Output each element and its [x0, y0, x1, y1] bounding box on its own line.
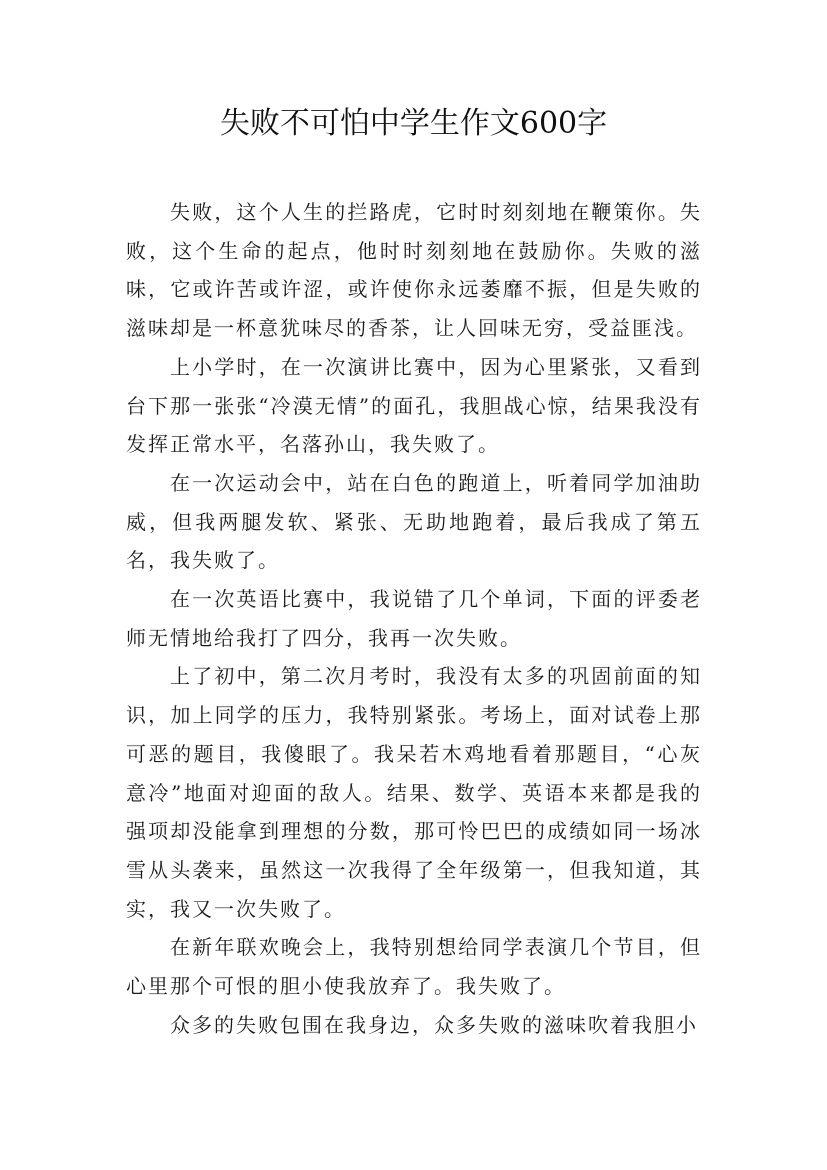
- paragraph-7: 众多的失败包围在我身边，众多失败的滋味吹着我胆小: [170, 1012, 698, 1037]
- paragraph-1: 失败，这个人生的拦路虎，它时时刻刻地在鞭策你。失败，这个生命的起点，他时时刻刻地在鼓励你。失败的滋味，它或许苦或许涩，或许使你永远萎靡不振，但是失败的滋味却是一杯意犹味尽的香茶，让人回味无穷，受益匪浅。: [126, 200, 702, 341]
- paragraph-5: 上了初中，第二次月考时，我没有太多的巩固前面的知识，加上同学的压力，我特别紧张。考场上，面对试卷上那可恶的题目，我傻眼了。我呆若木鸡地看着那题目，“心灰意冷”地面对迎面的敌人。结果、数学、英语本来都是我的强项却没能拿到理想的分数，那可怜巴巴的成绩如同一场冰雪从头袭来，虽然这一次我得了全年级第一，但我知道，其实，我又一次失败了。: [126, 664, 702, 921]
- paragraph-2: 上小学时，在一次演讲比赛中，因为心里紧张，又看到台下那一张张“冷漠无情”的面孔，我胆战心惊，结果我没有发挥正常水平，名落孙山，我失败了。: [126, 354, 702, 457]
- paragraph-6: 在新年联欢晚会上，我特别想给同学表演几个节目，但心里那个可恨的胆小使我放弃了。我失败了。: [126, 935, 702, 999]
- paragraph-4: 在一次英语比赛中，我说错了几个单词，下面的评委老师无情地给我打了四分，我再一次失败。: [126, 587, 702, 650]
- document-title: 失败不可怕中学生作文600字: [219, 106, 608, 141]
- essay-body: [126, 193, 702, 1044]
- paragraph-3: 在一次运动会中，站在白色的跑道上，听着同学加油助威，但我两腿发软、紧张、无助地跑着，最后我成了第五名，我失败了。: [126, 470, 702, 573]
